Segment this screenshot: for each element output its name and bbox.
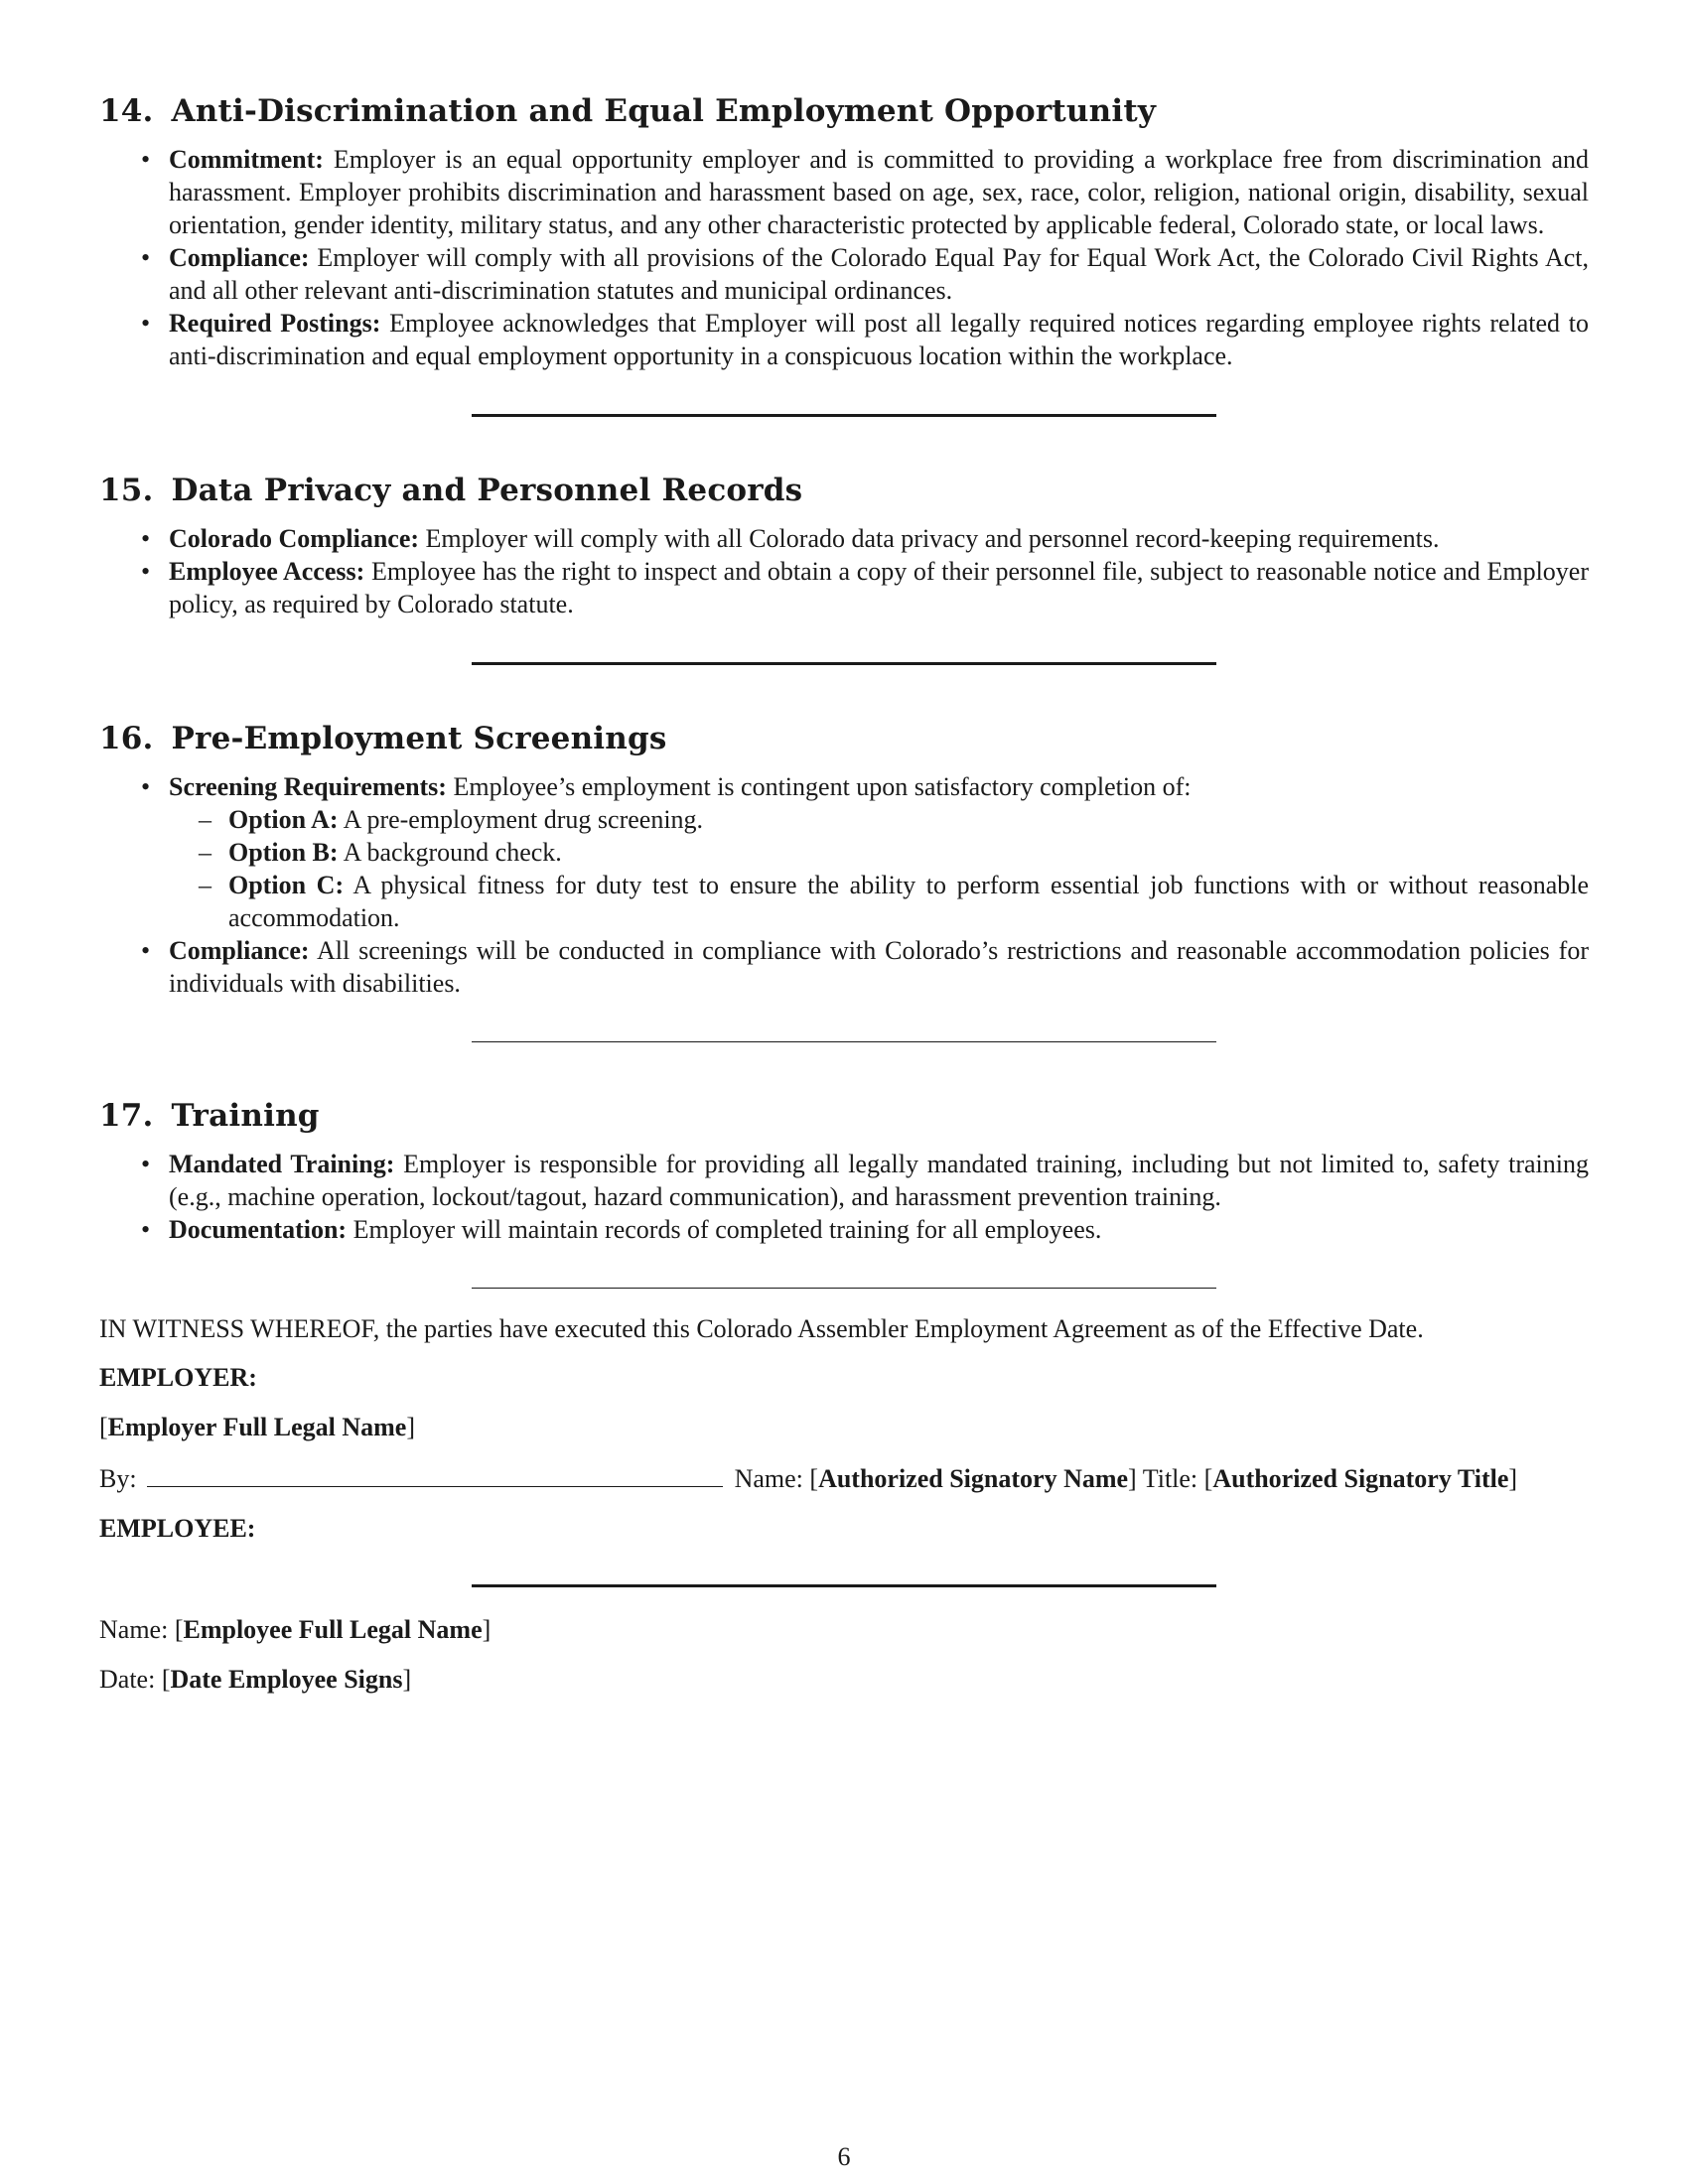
list-item: • Documentation: Employer will maintain records of completed training for all employees. xyxy=(169,1213,1589,1246)
list-item: • Required Postings: Employee acknowledges that Employer will post all legally required notices regarding employee rights related to anti-discrimination and equal employment opportunity in a conspicuous location within the workplace. xyxy=(169,307,1589,372)
sub-list xyxy=(169,803,1589,934)
section-14 xyxy=(99,91,1589,372)
employer-name-line: [Employer Full Legal Name] xyxy=(99,1413,416,1441)
page-number: 6 xyxy=(837,2142,851,2171)
sub-list-item: – Option C: A physical fitness for duty test to ensure the ability to perform essential job functions with or without reasonable accommodation. xyxy=(228,869,1589,934)
employer-heading: EMPLOYER: xyxy=(99,1363,257,1392)
section-16 xyxy=(99,719,1589,1000)
list-item: • Commitment: Employer is an equal opportunity employer and is committed to providing a workplace free from discrimination and harassment. Employer prohibits discrimination and harassment based on age, sex, race, color, religion, national origin, disability, sexual orientation, gender identity, military status, and any other characteristic protected by applicable federal, Colorado state, or local laws. xyxy=(169,143,1589,241)
section-heading: 15. Data Privacy and Personnel Records xyxy=(99,473,803,508)
divider xyxy=(472,414,1216,417)
document-page xyxy=(99,91,1589,1712)
employee-signature-field[interactable] xyxy=(472,1584,1216,1587)
employer-signature-field[interactable] xyxy=(147,1460,723,1487)
bullet-list xyxy=(99,770,1589,1000)
employee-heading: EMPLOYEE: xyxy=(99,1514,256,1543)
sub-list-item: – Option A: A pre-employment drug screening. xyxy=(228,803,1589,836)
bullet-list xyxy=(99,1148,1589,1246)
list-item: • Screening Requirements: Employee’s employment is contingent upon satisfactory completion of: – Option A: A pre-employment drug screening. – Option B: A background check. – Option C: A physical fitness for duty test to ensure the ability to perform essential job functions with or without reasonable accommodation. xyxy=(169,770,1589,934)
section-heading: 14. Anti-Discrimination and Equal Employment Opportunity xyxy=(99,93,1157,129)
bullet-list xyxy=(99,143,1589,372)
section-heading: 17. Training xyxy=(99,1098,320,1134)
section-15 xyxy=(99,471,1589,620)
section-heading: 16. Pre-Employment Screenings xyxy=(99,721,667,756)
list-item: • Colorado Compliance: Employer will comply with all Colorado data privacy and personnel record-keeping requirements. xyxy=(169,522,1589,555)
divider xyxy=(472,1041,1216,1042)
signature-block xyxy=(99,1312,1589,1696)
sub-list-item: – Option B: A background check. xyxy=(228,836,1589,869)
list-item: • Mandated Training: Employer is responsible for providing all legally mandated training, including but not limited to, safety training (e.g., machine operation, lockout/tagout, hazard communication), and harassment prevention training. xyxy=(169,1148,1589,1213)
divider xyxy=(472,662,1216,665)
list-item: • Compliance: Employer will comply with all provisions of the Colorado Equal Pay for Equal Work Act, the Colorado Civil Rights Act, and all other relevant anti-discrimination statutes and municipal ordinances. xyxy=(169,241,1589,307)
list-item: • Employee Access: Employee has the right to inspect and obtain a copy of their personnel file, subject to reasonable notice and Employer policy, as required by Colorado statute. xyxy=(169,555,1589,620)
employee-name-line: Name: [Employee Full Legal Name] xyxy=(99,1615,492,1644)
list-item: • Compliance: All screenings will be conducted in compliance with Colorado’s restrictions and reasonable accommodation policies for individuals with disabilities. xyxy=(169,934,1589,1000)
bullet-list xyxy=(99,522,1589,620)
witness-clause: IN WITNESS WHEREOF, the parties have executed this Colorado Assembler Employment Agreement as of the Effective Date. xyxy=(99,1314,1424,1343)
employee-date-line: Date: [Date Employee Signs] xyxy=(99,1665,412,1694)
divider xyxy=(472,1288,1216,1289)
employer-signatory-line: By: Name: [Authorized Signatory Name] Title: [Authorized Signatory Title] xyxy=(99,1460,1589,1495)
section-17 xyxy=(99,1096,1589,1246)
